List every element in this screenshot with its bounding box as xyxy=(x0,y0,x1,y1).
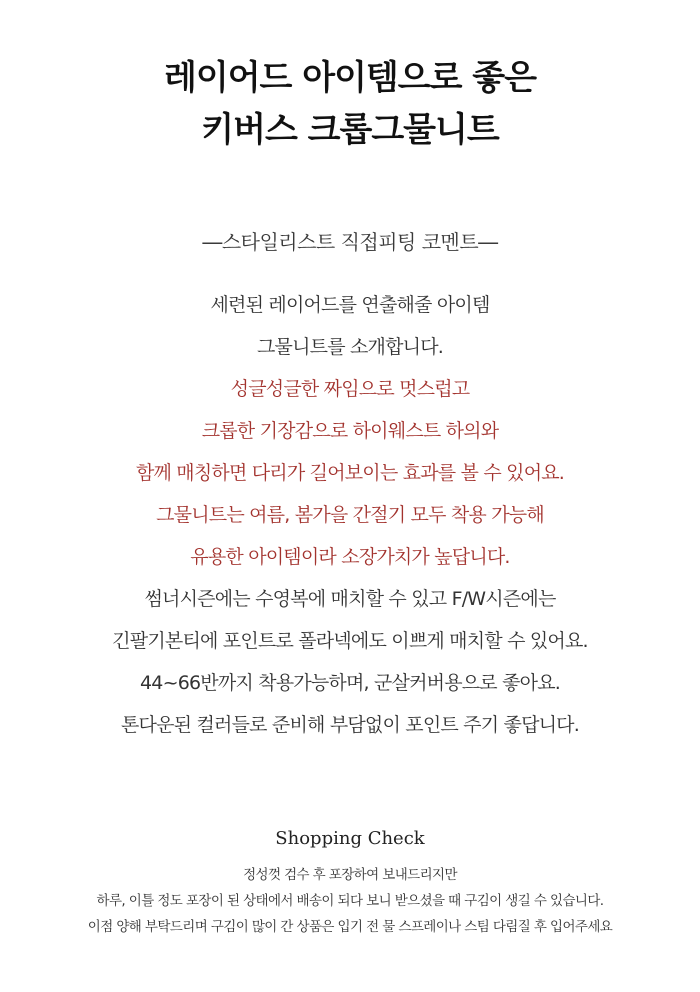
comment-line-highlight: 성글성글한 짜임으로 멋스럽고 xyxy=(230,378,470,400)
title-line-1: 레이어드 아이템으로 좋은 xyxy=(164,58,536,98)
shopping-check-heading: Shopping Check xyxy=(275,828,425,849)
shopping-notice-line: 정성껏 검수 후 포장하여 보내드리지만 xyxy=(243,867,457,883)
comment-line: 44~66반까지 착용가능하며, 군살커버용으로 좋아요. xyxy=(140,672,560,694)
stylist-comment-heading: ―스타일리스트 직접피팅 코멘트― xyxy=(202,230,498,254)
stylist-comment xyxy=(0,284,700,746)
comment-line-highlight: 유용한 아이템이라 소장가치가 높답니다. xyxy=(190,546,510,568)
shopping-check-notice xyxy=(0,862,700,940)
comment-line: 그물니트를 소개합니다. xyxy=(256,336,444,358)
comment-line-highlight: 크롭한 기장감으로 하이웨스트 하의와 xyxy=(201,420,499,442)
comment-line-highlight: 함께 매칭하면 다리가 길어보이는 효과를 볼 수 있어요. xyxy=(135,462,565,484)
comment-line: 세련된 레이어드를 연출해줄 아이템 xyxy=(210,294,490,316)
title-line-2: 키버스 크롭그물니트 xyxy=(201,110,499,150)
comment-line: 썸너시즌에는 수영복에 매치할 수 있고 F/W시즌에는 xyxy=(144,588,556,610)
comment-line: 긴팔기본티에 포인트로 폴라넥에도 이쁘게 매치할 수 있어요. xyxy=(112,630,588,652)
comment-line: 톤다운된 컬러들로 준비해 부담없이 포인트 주기 좋답니다. xyxy=(121,714,579,736)
shopping-notice-line: 이점 양해 부탁드리며 구김이 많이 간 상품은 입기 전 물 스프레이나 스팀 다림질 후 입어주세요 xyxy=(87,919,613,935)
product-title xyxy=(0,52,700,156)
shopping-notice-line: 하루, 이틀 정도 포장이 된 상태에서 배송이 되다 보니 받으셨을 때 구김이 생길 수 있습니다. xyxy=(96,893,604,909)
comment-line-highlight: 그물니트는 여름, 봄가을 간절기 모두 착용 가능해 xyxy=(156,504,544,526)
